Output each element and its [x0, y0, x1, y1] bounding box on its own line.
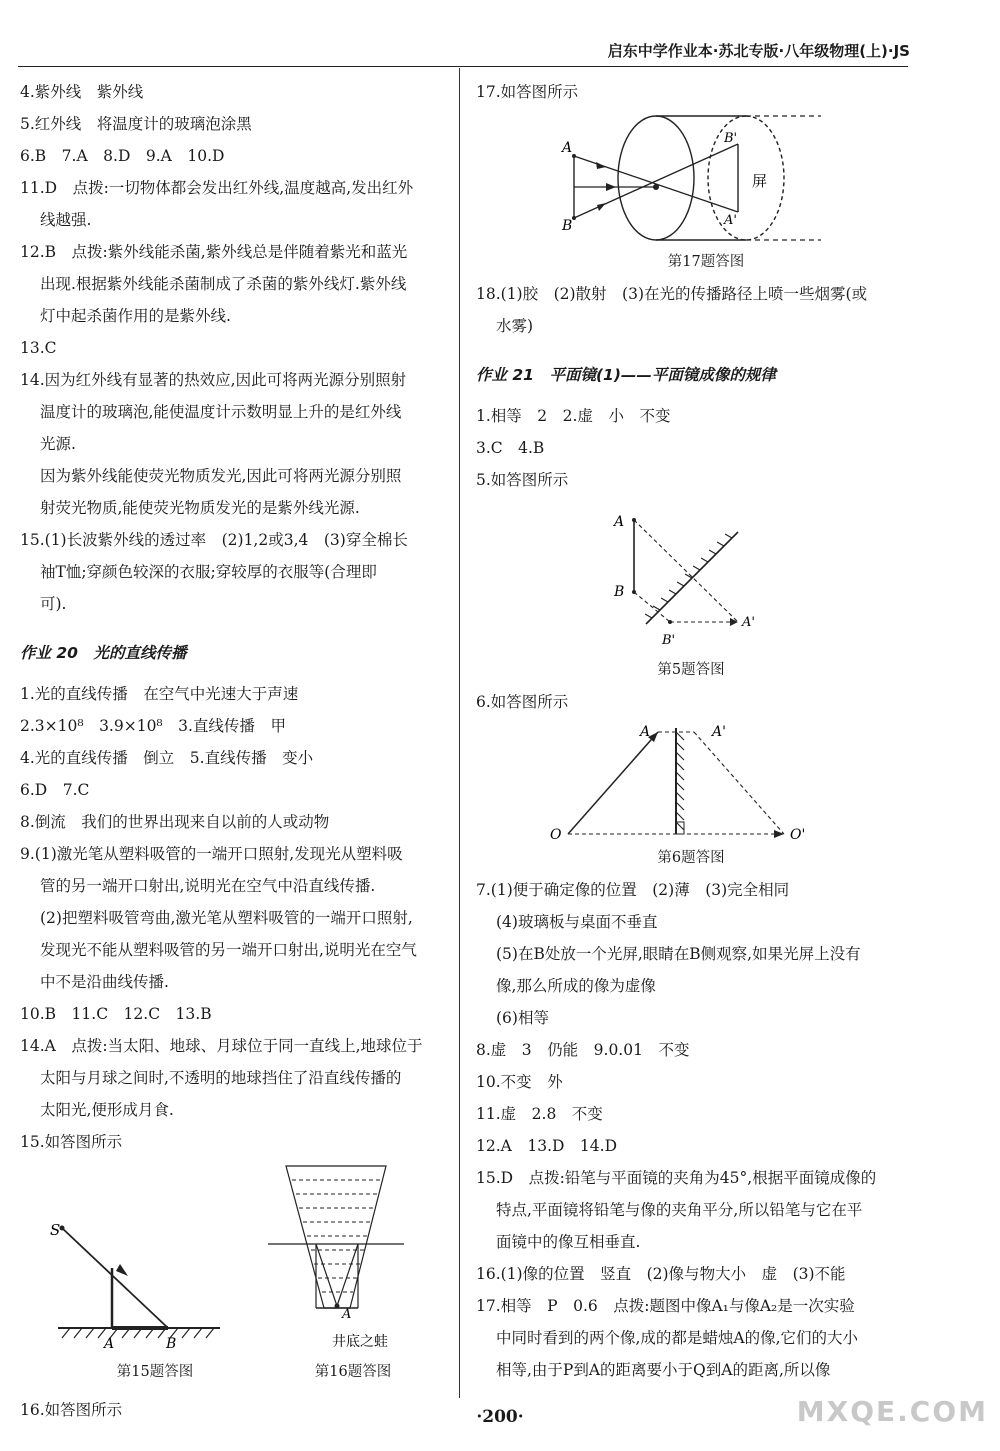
right-answers-c: [476, 874, 906, 1386]
fig6-caption: 第6题答图: [657, 850, 725, 866]
fig17-caption: 第17题答图: [667, 254, 745, 270]
fig5-label-B: B: [614, 584, 625, 600]
answer-line: 像,那么所成的像为虚像: [496, 977, 656, 995]
fig15-label-S: S: [50, 1221, 61, 1239]
answer-line: 7.(1)便于确定像的位置 (2)薄 (3)完全相同: [476, 881, 790, 899]
answer-line: 12.A 13.D 14.D: [476, 1137, 617, 1155]
answer-line: 12.B 点拨:紫外线能杀菌,紫外线总是伴随着紫光和蓝光: [20, 243, 408, 261]
answer-line: 6.B 7.A 8.D 9.A 10.D: [20, 147, 225, 165]
running-header: 启东中学作业本·苏北专版·八年级物理(上)·JS: [607, 42, 910, 60]
left-answers-a: [20, 76, 450, 620]
fig6-diagram: [476, 718, 906, 846]
answer-line: 发现光不能从塑料吸管的另一端开口射出,说明光在空气: [40, 941, 417, 959]
fig16-caption: 第16题答图: [314, 1364, 392, 1380]
left-column: [20, 76, 450, 1426]
figures-15-16: [20, 1158, 450, 1390]
answer-line: 可).: [40, 595, 67, 613]
answer-line: 4.紫外线 紫外线: [20, 83, 144, 101]
answer-line: 3.C 4.B: [476, 439, 545, 457]
answer-line: 中同时看到的两个像,成的都是蜡烛A的像,它们的大小: [496, 1329, 859, 1347]
answer-line: 太阳光,便形成月食.: [40, 1101, 174, 1119]
answer-line: 14.因为红外线有显著的热效应,因此可将两光源分别照射: [20, 371, 407, 389]
fig17-diagram: [476, 108, 906, 250]
fig16-drawing: [268, 1166, 404, 1350]
answer-line: 10.B 11.C 12.C 13.B: [20, 1005, 212, 1023]
answer-line: 出现.根据紫外线能杀菌制成了杀菌的紫外线灯.紫外线: [40, 275, 407, 293]
watermark-logo: MXQE.COM: [796, 1395, 988, 1428]
answer-line: 射荧光物质,能使荧光物质发光的是紫外线光源.: [40, 499, 360, 517]
fig6-label-O: O: [550, 827, 562, 843]
left-answers-b: [20, 678, 450, 1158]
answer-line: 17.相等 P 0.6 点拨:题图中像A₁与像A₂是一次实验: [476, 1297, 855, 1315]
answer-line: (6)相等: [496, 1009, 549, 1027]
answer-line: 6.D 7.C: [20, 781, 90, 799]
fig16-label-A: A: [342, 1307, 352, 1322]
column-divider: [459, 68, 460, 1398]
fig15-drawing: [50, 1221, 220, 1352]
fig5-caption: 第5题答图: [657, 662, 725, 678]
right-column: [476, 76, 906, 1386]
answer-line: 管的另一端开口射出,说明光在空气中沿直线传播.: [40, 877, 376, 895]
answer-line: 2.3×10⁸ 3.9×10⁸ 3.直线传播 甲: [20, 717, 286, 735]
answer-line: 温度计的玻璃泡,能使温度计示数明显上升的是红外线: [40, 403, 402, 421]
fig5-label-B-prime: B': [662, 633, 676, 648]
answer-line: 光源.: [40, 435, 76, 453]
fig17-label-A: A: [562, 140, 573, 156]
answer-line: (2)把塑料吸管弯曲,激光笔从塑料吸管的一端开口照射,: [40, 909, 413, 927]
answer-line: 14.A 点拨:当太阳、地球、月球位于同一直线上,地球位于: [20, 1037, 423, 1055]
answer-line: 18.(1)胶 (2)散射 (3)在光的传播路径上喷一些烟雾(或: [476, 285, 868, 303]
answer-line: 8.倒流 我们的世界出现来自以前的人或动物: [20, 813, 330, 831]
answer-line: 15.(1)长波紫外线的透过率 (2)1,2或3,4 (3)穿全棉长: [20, 531, 408, 549]
answer-line: (4)玻璃板与桌面不垂直: [496, 913, 658, 931]
fig15-caption: 第15题答图: [116, 1364, 194, 1380]
fig15-label-A: A: [104, 1336, 115, 1352]
answer-line: 特点,平面镜将铅笔与像的夹角平分,所以铅笔与它在平: [496, 1201, 863, 1219]
fig6-label-O-prime: O': [790, 827, 806, 843]
answer-line: 1.光的直线传播 在空气中光速大于声速: [20, 685, 299, 703]
fig17-label-B-prime: B': [724, 131, 738, 146]
answer-line: 6.如答图所示: [476, 693, 569, 711]
answer-line: 相等,由于P到A的距离要小于Q到A的距离,所以像: [496, 1361, 831, 1379]
answer-line: 因为紫外线能使荧光物质发光,因此可将两光源分别照: [40, 467, 402, 485]
answer-line: 水雾): [496, 317, 534, 335]
answer-line: 灯中起杀菌作用的是紫外线.: [40, 307, 231, 325]
answer-line: 15.D 点拨:铅笔与平面镜的夹角为45°,根据平面镜成像的: [476, 1169, 877, 1187]
section-title-21: 作业 21 平面镜(1)——平面镜成像的规律: [476, 366, 776, 384]
fig17-screen-label: 屏: [752, 172, 768, 190]
answer-line: 1.相等 2 2.虚 小 不变: [476, 407, 671, 425]
answer-line: 15.如答图所示: [20, 1133, 123, 1151]
fig15-16-diagram: [20, 1158, 450, 1363]
page-number: ·200·: [476, 1407, 524, 1427]
fig6: [476, 718, 906, 874]
answer-line: 5.红外线 将温度计的玻璃泡涂黑: [20, 115, 252, 133]
answer-line: 太阳与月球之间时,不透明的地球挡住了沿直线传播的: [40, 1069, 402, 1087]
fig5-label-A-prime: A': [742, 615, 755, 630]
answer-line: 袖T恤;穿颜色较深的衣服;穿较厚的衣服等(合理即: [40, 563, 377, 581]
fig15-label-B: B: [166, 1336, 177, 1352]
answer-line: 9.(1)激光笔从塑料吸管的一端开口照射,发现光从塑料吸: [20, 845, 403, 863]
answer-line: 10.不变 外: [476, 1073, 563, 1091]
section-title-20: 作业 20 光的直线传播: [20, 644, 187, 662]
answer-line: 5.如答图所示: [476, 471, 569, 489]
fig6-label-A: A: [640, 724, 651, 740]
fig5-diagram: [476, 496, 906, 658]
fig6-label-A-prime: A': [712, 724, 726, 740]
fig17-label-B: B: [562, 218, 573, 234]
answer-line: 中不是沿曲线传播.: [40, 973, 169, 991]
fig5-label-A: A: [614, 514, 625, 530]
answer-line: 13.C: [20, 339, 57, 357]
answer-line: 8.虚 3 仍能 9.0.01 不变: [476, 1041, 690, 1059]
answer-line: 16.(1)像的位置 竖直 (2)像与物大小 虚 (3)不能: [476, 1265, 846, 1283]
answer-line: 16.如答图所示: [20, 1401, 123, 1419]
fig5: [476, 496, 906, 686]
answer-line: (5)在B处放一个光屏,眼睛在B侧观察,如果光屏上没有: [496, 945, 861, 963]
fig16-frog-label: 井底之蛙: [332, 1334, 388, 1350]
header-rule: [18, 66, 908, 67]
fig17-label-A-prime: A': [724, 213, 737, 228]
answer-line: 4.光的直线传播 倒立 5.直线传播 变小: [20, 749, 314, 767]
fig17: [476, 108, 906, 278]
answer-line: 17.如答图所示: [476, 83, 579, 101]
answer-line: 11.虚 2.8 不变: [476, 1105, 603, 1123]
answer-line: 线越强.: [40, 211, 92, 229]
answer-line: 11.D 点拨:一切物体都会发出红外线,温度越高,发出红外: [20, 179, 414, 197]
answer-line: 面镜中的像互相垂直.: [496, 1233, 641, 1251]
